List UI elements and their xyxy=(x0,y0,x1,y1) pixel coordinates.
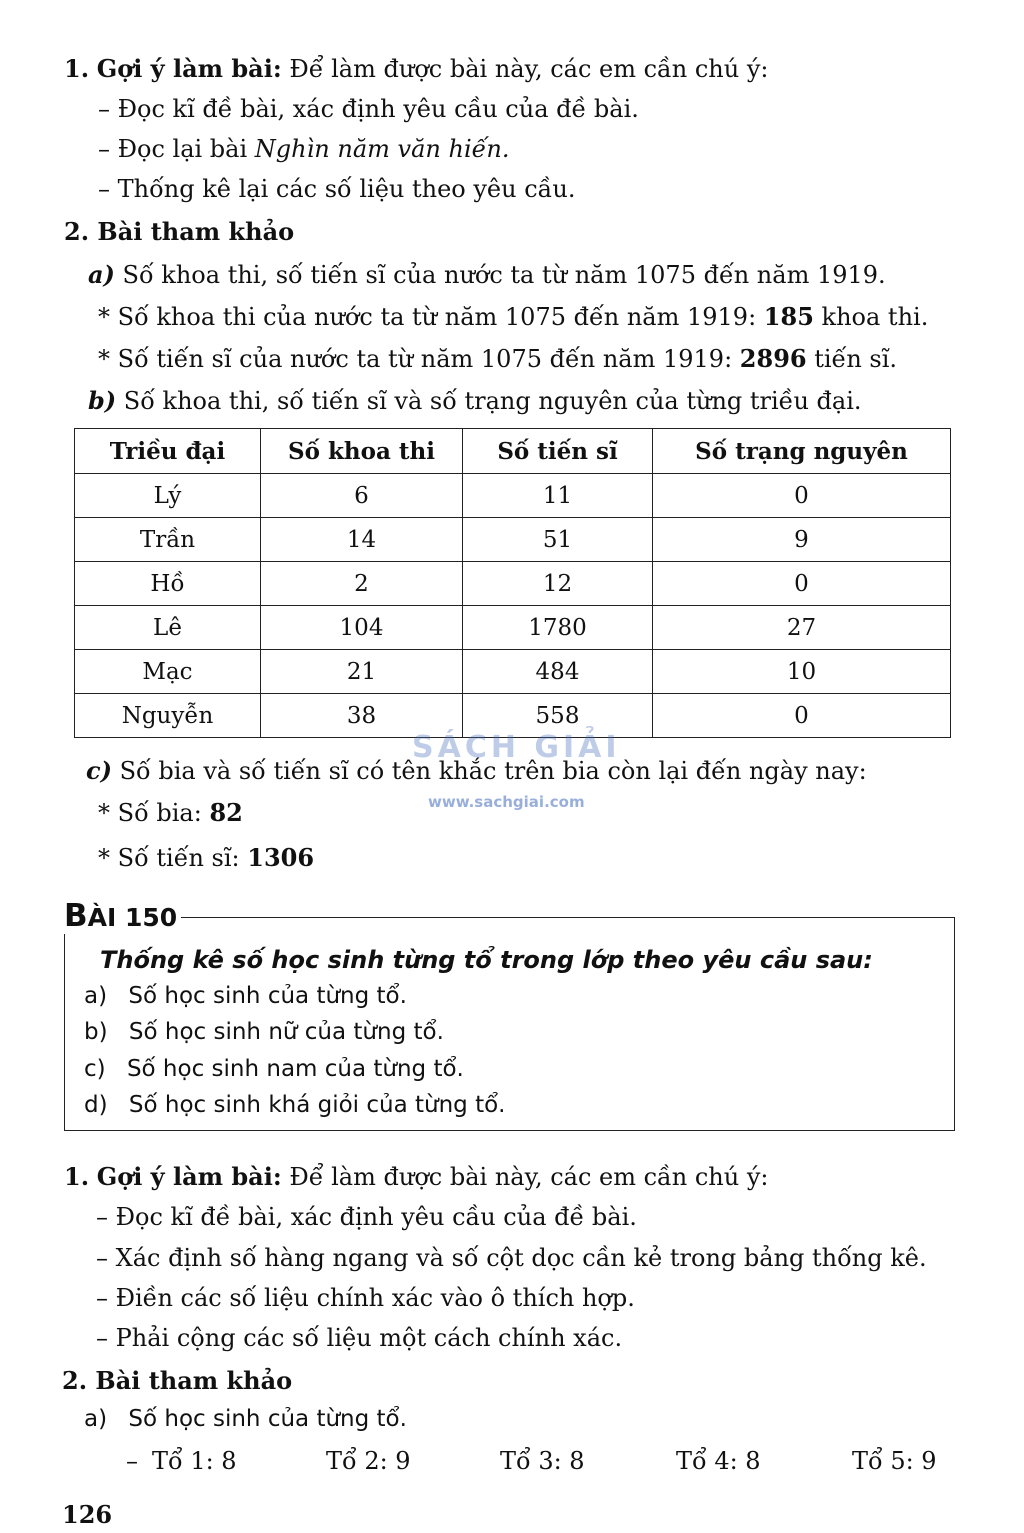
table-cell: 0 xyxy=(653,474,951,518)
part-b-label: b) xyxy=(88,386,117,415)
exercise-item-label: b) xyxy=(84,1019,108,1045)
table-header-cell: Số trạng nguyên xyxy=(653,429,951,474)
hint-heading-1-bold: Gợi ý làm bài: xyxy=(96,54,282,83)
group-count-3: Tổ 3: 8 xyxy=(500,1447,585,1475)
table-cell: Trần xyxy=(75,518,261,562)
exercise-item-b xyxy=(84,1019,444,1045)
part-a-detail-1-text: * Số khoa thi của nước ta từ năm 1075 đến năm 1919: xyxy=(98,303,757,331)
group-count-4: Tổ 4: 8 xyxy=(676,1447,761,1475)
watermark-logo: SÁCH GIẢI xyxy=(412,730,621,765)
table-cell: 12 xyxy=(463,562,653,606)
part-c-text: Số bia và số tiến sĩ có tên khắc trên bia còn lại đến ngày nay: xyxy=(119,757,867,785)
hint-1-item-2-text: – Đọc lại bài xyxy=(98,135,248,163)
part-a-detail-1-value: 185 xyxy=(763,302,814,331)
hint-1-item-3: – Thống kê lại các số liệu theo yêu cầu. xyxy=(98,175,576,203)
table-cell: 0 xyxy=(653,694,951,738)
exercise-title-rest: ÀI 150 xyxy=(87,903,178,932)
table-cell: Lê xyxy=(75,606,261,650)
hint-2-item-3: – Điền các số liệu chính xác vào ô thích hợp. xyxy=(96,1284,635,1312)
hint-1-item-2-title: Nghìn năm văn hiến. xyxy=(254,135,510,163)
hint-heading-1-rest: Để làm được bài này, các em cần chú ý: xyxy=(289,55,769,83)
exercise-title-initial: B xyxy=(64,898,88,934)
exercise-item-text: Số học sinh khá giỏi của từng tổ. xyxy=(128,1092,506,1118)
part-a-line xyxy=(88,260,886,289)
part-a-label: a) xyxy=(88,260,115,289)
table-header-cell: Số khoa thi xyxy=(261,429,463,474)
hint-heading-2 xyxy=(64,1162,768,1191)
hint-heading-2-rest: Để làm được bài này, các em cần chú ý: xyxy=(289,1163,769,1191)
table-header-row xyxy=(75,429,951,474)
part-a-detail-2-text: * Số tiến sĩ của nước ta từ năm 1075 đến năm 1919: xyxy=(98,345,733,373)
hint-2-item-4: – Phải cộng các số liệu một cách chính xác. xyxy=(96,1324,623,1352)
part-a-detail-2-unit: tiến sĩ. xyxy=(814,345,898,373)
table-cell: 14 xyxy=(261,518,463,562)
table-cell: 6 xyxy=(261,474,463,518)
exercise-item-text: Số học sinh của từng tổ. xyxy=(128,983,407,1009)
group-count-5: Tổ 5: 9 xyxy=(852,1447,937,1475)
watermark-url: www.sachgiai.com xyxy=(428,793,585,811)
part-b-line xyxy=(88,386,862,415)
part-b-text: Số khoa thi, số tiến sĩ và số trạng nguyên của từng triều đại. xyxy=(123,387,862,415)
part-a-detail-2-value: 2896 xyxy=(739,344,807,373)
part-c-label: c) xyxy=(86,756,112,785)
hint-heading-1 xyxy=(64,54,768,83)
exercise-prompt: Thống kê số học sinh từng tổ trong lớp theo yêu cầu sau: xyxy=(100,946,873,974)
hint-heading-2-bold: Gợi ý làm bài: xyxy=(96,1162,282,1191)
reference-heading-2: 2. Bài tham khảo xyxy=(62,1366,293,1395)
exercise-item-text: Số học sinh nữ của từng tổ. xyxy=(128,1019,444,1045)
part-a-detail-1-unit: khoa thi. xyxy=(821,303,929,331)
group-count-2: Tổ 2: 9 xyxy=(326,1447,411,1475)
answer-dash: – xyxy=(126,1447,138,1475)
table-cell: Mạc xyxy=(75,650,261,694)
table-cell: 9 xyxy=(653,518,951,562)
hint-1-item-2 xyxy=(98,135,509,163)
hint-2-item-1: – Đọc kĩ đề bài, xác định yêu cầu của đề bài. xyxy=(96,1203,637,1231)
hint-heading-2-num: 1. xyxy=(64,1162,90,1191)
answer-a-text: Số học sinh của từng tổ. xyxy=(128,1406,407,1432)
dynasty-table xyxy=(74,428,951,738)
exercise-item-label: a) xyxy=(84,983,108,1009)
table-cell: Lý xyxy=(75,474,261,518)
table-row xyxy=(75,518,951,562)
table-row xyxy=(75,562,951,606)
part-c-detail-1-value: 82 xyxy=(209,798,243,827)
answer-a-label: a) xyxy=(84,1406,108,1432)
table-row xyxy=(75,474,951,518)
hint-heading-1-num: 1. xyxy=(64,54,90,83)
reference-heading-1: 2. Bài tham khảo xyxy=(64,217,295,246)
part-c-detail-1 xyxy=(98,798,243,827)
hint-1-item-1: – Đọc kĩ đề bài, xác định yêu cầu của đề bài. xyxy=(98,95,639,123)
table-row xyxy=(75,606,951,650)
table-cell: 51 xyxy=(463,518,653,562)
table-cell: 0 xyxy=(653,562,951,606)
hint-2-item-2: – Xác định số hàng ngang và số cột dọc cần kẻ trong bảng thống kê. xyxy=(96,1244,927,1272)
table-cell: 10 xyxy=(653,650,951,694)
table-cell: 558 xyxy=(463,694,653,738)
table-cell: 27 xyxy=(653,606,951,650)
exercise-item-a xyxy=(84,983,407,1009)
table-cell: 38 xyxy=(261,694,463,738)
part-c-detail-2-value: 1306 xyxy=(247,843,315,872)
exercise-title xyxy=(64,898,181,934)
table-cell: 1780 xyxy=(463,606,653,650)
part-c-line xyxy=(86,756,867,785)
part-c-detail-2 xyxy=(98,843,314,872)
table-header-cell: Triều đại xyxy=(75,429,261,474)
exercise-item-c xyxy=(84,1056,464,1082)
table-cell: 2 xyxy=(261,562,463,606)
table-cell: 21 xyxy=(261,650,463,694)
table-cell: Nguyễn xyxy=(75,694,261,738)
table-header-cell: Số tiến sĩ xyxy=(463,429,653,474)
part-a-detail-2 xyxy=(98,344,897,373)
table-cell: 104 xyxy=(261,606,463,650)
answer-a-line xyxy=(84,1406,407,1432)
exercise-item-label: c) xyxy=(84,1056,106,1082)
table-cell: 484 xyxy=(463,650,653,694)
table-cell: 11 xyxy=(463,474,653,518)
table-row xyxy=(75,650,951,694)
part-c-detail-2-text: * Số tiến sĩ: xyxy=(98,844,240,872)
part-c-detail-1-text: * Số bia: xyxy=(98,799,202,827)
exercise-item-label: d) xyxy=(84,1092,108,1118)
group-count-1: Tổ 1: 8 xyxy=(152,1447,237,1475)
part-a-detail-1 xyxy=(98,302,928,331)
exercise-item-d xyxy=(84,1092,506,1118)
page-number: 126 xyxy=(62,1500,113,1529)
part-a-text: Số khoa thi, số tiến sĩ của nước ta từ năm 1075 đến năm 1919. xyxy=(122,261,886,289)
exercise-item-text: Số học sinh nam của từng tổ. xyxy=(126,1056,464,1082)
table-cell: Hồ xyxy=(75,562,261,606)
